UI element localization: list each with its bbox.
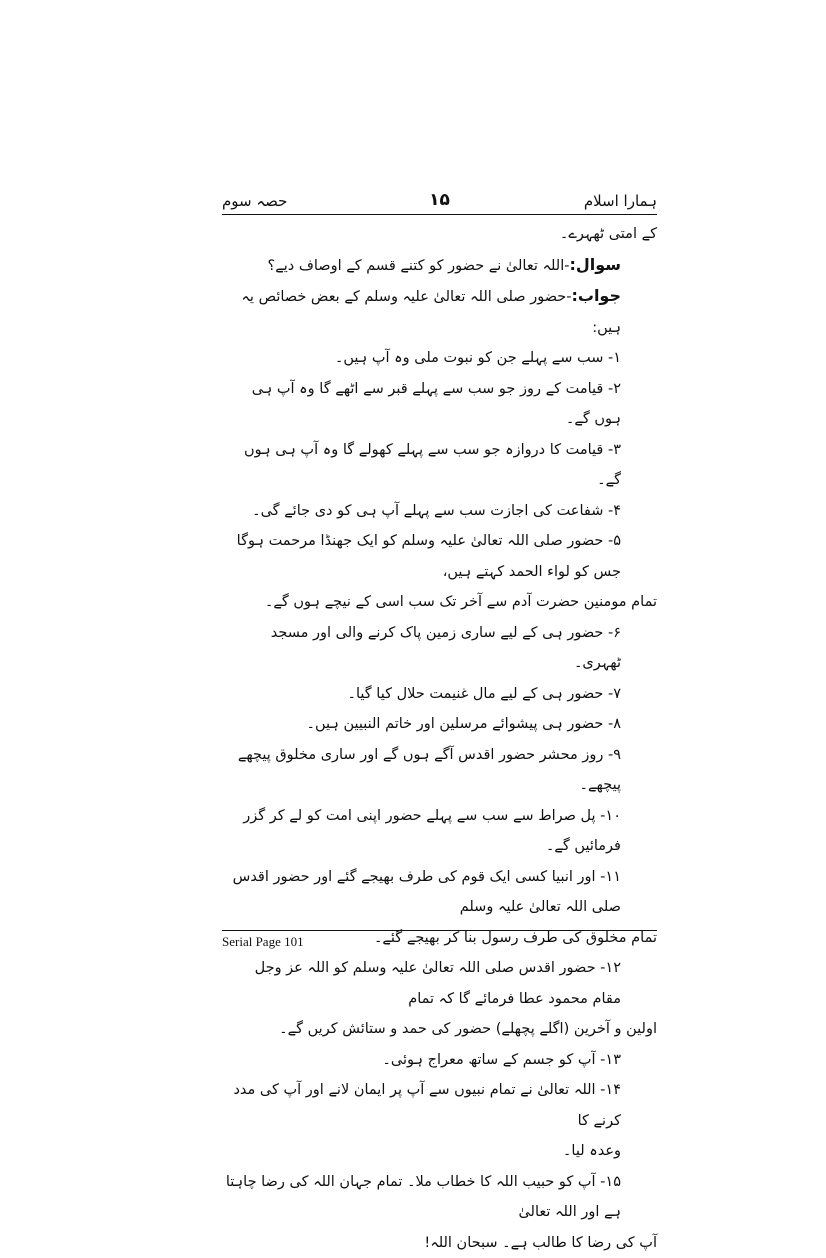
list-item: ۱۱- اور انبیا کسی ایک قوم کی طرف بھیجے گئے اور حضور اقدس صلی اللہ تعالیٰ علیہ وسلم [222,862,657,923]
list-item: ۱۳- آپ کو جسم کے ساتھ معراج ہوئی۔ [222,1045,657,1076]
list-item: ۷- حضور ہی کے لیے مال غنیمت حلال کیا گیا۔ [222,679,657,710]
list-item-continuation: وعدہ لیا۔ [222,1136,657,1167]
list-item: ۶- حضور ہی کے لیے ساری زمین پاک کرنے والی اور مسجد ٹھہری۔ [222,618,657,679]
list-item-continuation: آپ کی رضا کا طالب ہے۔ سبحان اللہ! [222,1228,657,1258]
footer-divider [222,930,657,931]
list-item: ۱۲- حضور اقدس صلی اللہ تعالیٰ علیہ وسلم کو اللہ عز وجل مقام محمود عطا فرمائے گا کہ تمام [222,953,657,1014]
list-item: ۱۵- آپ کو حبیب اللہ کا خطاب ملا۔ تمام جہان اللہ کی رضا چاہتا ہے اور اللہ تعالیٰ [222,1167,657,1228]
list-item: ۱۴- اللہ تعالیٰ نے تمام نبیوں سے آپ پر ایمان لانے اور آپ کی مدد کرنے کا [222,1075,657,1136]
serial-page-label: Serial Page 101 [222,934,304,950]
section-title: حصہ سوم [222,192,287,210]
answer-line [222,281,657,343]
list-item: ۵- حضور صلی اللہ تعالیٰ علیہ وسلم کو ایک جھنڈا مرحمت ہوگا جس کو لواء الحمد کہتے ہیں، [222,526,657,587]
list-item: ۸- حضور ہی پیشوائے مرسلین اور خاتم النبیین ہیں۔ [222,709,657,740]
list-item-continuation: تمام مومنین حضرت آدم سے آخر تک سب اسی کے نیچے ہوں گے۔ [222,587,657,618]
question-text: -اللہ تعالیٰ نے حضور کو کتنے قسم کے اوصاف دیے؟ [268,258,570,274]
list-item: ۱۰- پل صراط سے سب سے پہلے حضور اپنی امت کو لے کر گزر فرمائیں گے۔ [222,801,657,862]
page-number: ۱۵ [222,190,657,210]
list-item: ۳- قیامت کا دروازہ جو سب سے پہلے کھولے گا وہ آپ ہی ہوں گے۔ [222,435,657,496]
page-body [222,215,657,1258]
question-label: سوال: [569,255,621,274]
document-page [222,190,657,950]
book-title: ہمارا اسلام [584,192,657,210]
answer-text: -حضور صلی اللہ تعالیٰ علیہ وسلم کے بعض خصائص یہ ہیں: [241,289,621,336]
list-item: ۲- قیامت کے روز جو سب سے پہلے قبر سے اٹھے گا وہ آپ ہی ہوں گے۔ [222,374,657,435]
answer-label: جواب: [571,286,621,305]
list-item: ۱- سب سے پہلے جن کو نبوت ملی وہ آپ ہیں۔ [222,343,657,374]
list-item: ۹- روز محشر حضور اقدس آگے ہوں گے اور ساری مخلوق پیچھے پیچھے۔ [222,740,657,801]
list-item-continuation: تمام مخلوق کی طرف رسول بنا کر بھیجے گئے۔ [222,923,657,954]
question-line [222,250,657,282]
page-header [222,190,657,215]
list-item: ۴- شفاعت کی اجازت سب سے پہلے آپ ہی کو دی جائے گی۔ [222,496,657,527]
list-item-continuation: اولین و آخرین (اگلے پچھلے) حضور کی حمد و ستائش کریں گے۔ [222,1014,657,1045]
intro-line: کے امتی ٹھہرے۔ [222,219,657,250]
